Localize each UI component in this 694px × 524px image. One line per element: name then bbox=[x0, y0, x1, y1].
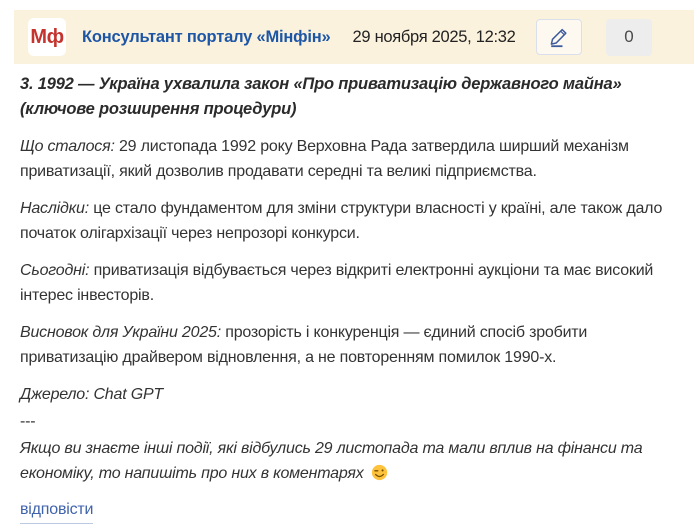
paragraph-text: це стало фундаментом для зміни структури власності у країні, але також дало початок олігархізації через непрозорі конкурси. bbox=[20, 200, 663, 242]
paragraph-lead: Наслідки: bbox=[20, 200, 89, 217]
source-line: Джерело: Chat GPT bbox=[20, 386, 163, 403]
comment-timestamp: 29 ноября 2025, 12:32 bbox=[352, 27, 516, 46]
comment-body bbox=[0, 72, 694, 524]
paragraph-conclusion bbox=[20, 320, 664, 370]
author-link[interactable]: Консультант порталу «Мінфін» bbox=[82, 27, 331, 46]
footer-note-text: Якщо ви знаєте інші події, які відбулись 29 листопада та мали вплив на фінанси та економіку, то напишіть про них в коментарях bbox=[20, 440, 643, 482]
footer-note bbox=[20, 436, 664, 489]
paragraph-lead: Сьогодні: bbox=[20, 262, 90, 279]
paragraph-text: приватизація відбувається через відкриті електронні аукціони та має високий інтерес інвесторів. bbox=[20, 262, 654, 304]
minfin-logo-text: Мф bbox=[30, 25, 64, 48]
paragraph-text: прозорість і конкуренція — єдиний спосіб зробити приватизацію драйвером відновлення, а не повторенням помилок 1990-х. bbox=[20, 324, 588, 366]
paragraph-what-happened bbox=[20, 134, 664, 184]
reply-link[interactable]: відповісти bbox=[20, 497, 93, 524]
paragraph-today bbox=[20, 258, 664, 308]
vote-count-badge: 0 bbox=[606, 19, 652, 56]
pencil-icon bbox=[548, 26, 570, 48]
paragraph-consequences bbox=[20, 196, 664, 246]
paragraph-text: 29 листопада 1992 року Верховна Рада затвердила ширший механізм приватизації, який дозволив продавати середні та великі підприємства. bbox=[20, 138, 629, 180]
post-title: 3. 1992 — Україна ухвалила закон «Про приватизацію державного майна» (ключове розширення процедури) bbox=[20, 75, 622, 118]
edit-button[interactable] bbox=[536, 19, 582, 55]
winking-face-emoji bbox=[371, 464, 388, 489]
paragraph-lead: Що сталося: bbox=[20, 138, 115, 155]
minfin-logo[interactable] bbox=[28, 18, 66, 56]
paragraph-lead: Висновок для України 2025: bbox=[20, 324, 221, 341]
comment-header bbox=[14, 10, 694, 64]
divider-dashes: --- bbox=[20, 413, 36, 430]
